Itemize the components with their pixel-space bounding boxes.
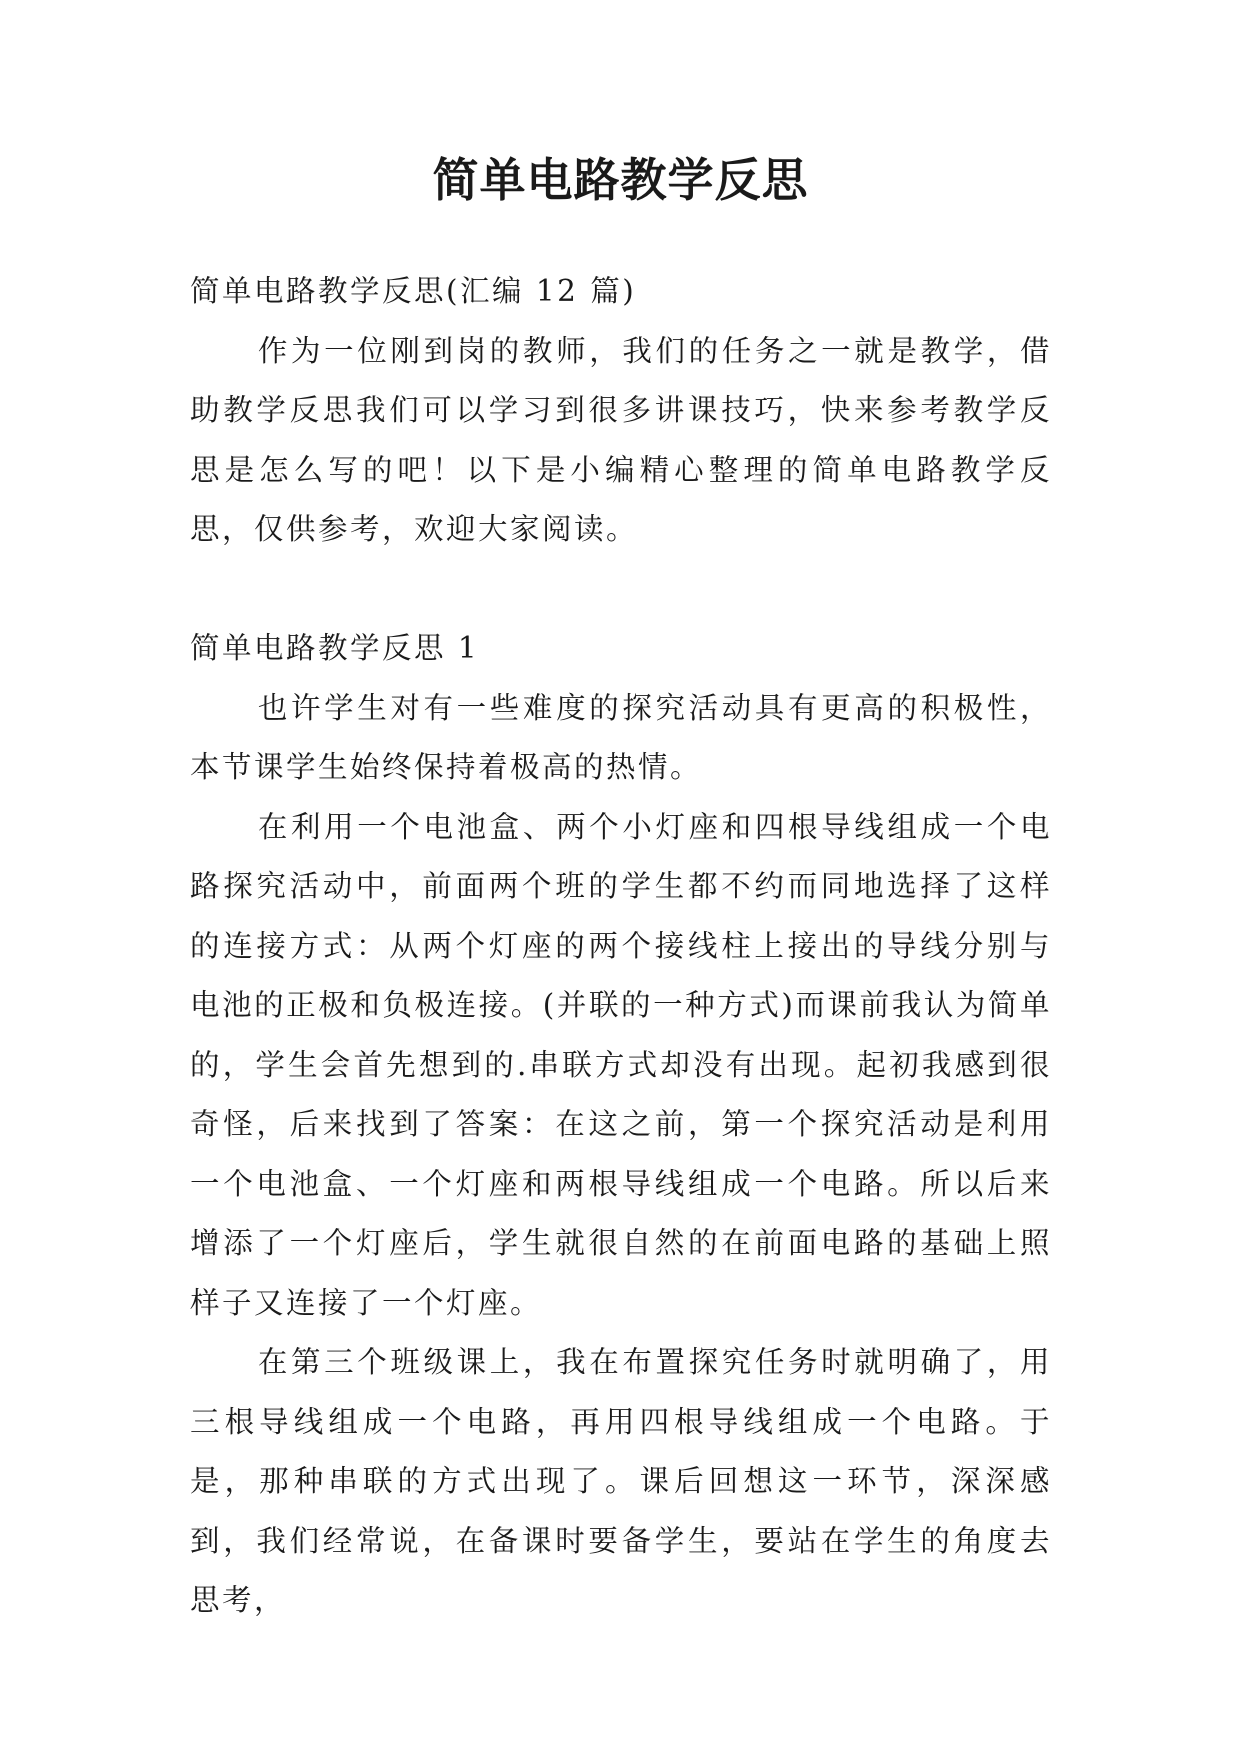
document-body <box>190 262 1052 1631</box>
document-subtitle: 简单电路教学反思(汇编 12 篇) <box>190 274 637 308</box>
body-paragraph-1: 也许学生对有一些难度的探究活动具有更高的积极性，本节课学生始终保持着极高的热情。 <box>190 690 1052 784</box>
body-paragraph-2: 在利用一个电池盒、两个小灯座和四根导线组成一个电路探究活动中，前面两个班的学生都不约而同地选择了这样的连接方式：从两个灯座的两个接线柱上接出的导线分别与电池的正极和负极连接。(并联的一种方式)而课前我认为简单的，学生会首先想到的.串联方式却没有出现。起初我感到很奇怪，后来找到了答案：在这之前，第一个探究活动是利用一个电池盒、一个灯座和两根导线组成一个电路。所以后来增添了一个灯座后，学生就很自然的在前面电路的基础上照样子又连接了一个灯座。 <box>190 809 1052 1320</box>
section-heading: 简单电路教学反思 1 <box>190 631 480 665</box>
intro-paragraph: 作为一位刚到岗的教师，我们的任务之一就是教学，借助教学反思我们可以学习到很多讲课技巧，快来参考教学反思是怎么写的吧！以下是小编精心整理的简单电路教学反思，仅供参考，欢迎大家阅读。 <box>190 333 1052 546</box>
page-title: 简单电路教学反思 <box>432 153 809 207</box>
body-paragraph-3: 在第三个班级课上，我在布置探究任务时就明确了，用三根导线组成一个电路，再用四根导线组成一个电路。于是，那种串联的方式出现了。课后回想这一环节，深深感到，我们经常说，在备课时要备学生，要站在学生的角度去思考， <box>190 1345 1052 1617</box>
section-spacer <box>190 560 1052 620</box>
